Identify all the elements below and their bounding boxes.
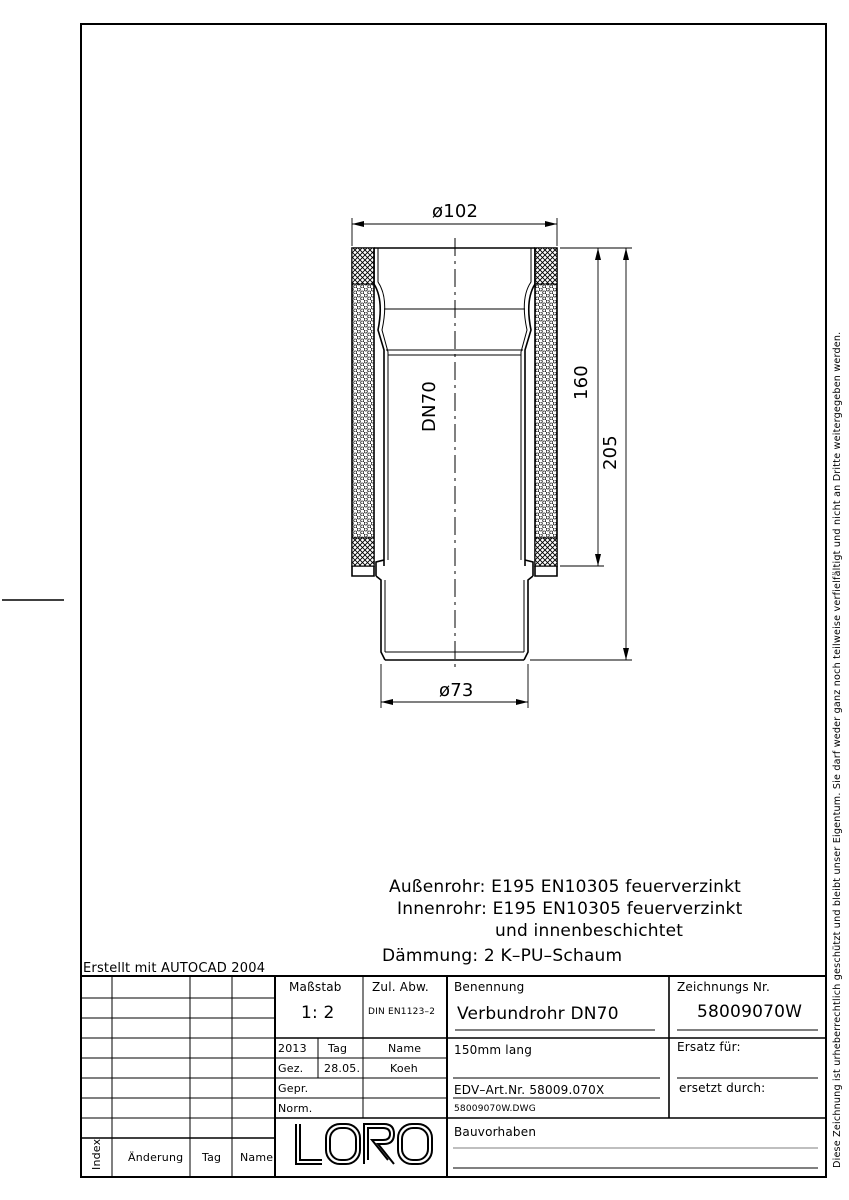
dwg-filename: 58009070W.DWG bbox=[454, 1104, 536, 1114]
dim-total-length: 205 bbox=[600, 435, 621, 470]
name-column-label: Name bbox=[388, 1042, 422, 1055]
dim-outer-diameter: ø102 bbox=[432, 201, 479, 222]
designation-label: Benennung bbox=[454, 980, 525, 994]
material-coating: und innenbeschichtet bbox=[495, 921, 684, 941]
dimensions bbox=[352, 218, 632, 708]
material-outer-pipe: Außenrohr: E195 EN10305 feuerverzinkt bbox=[389, 877, 741, 897]
length-note: 150mm lang bbox=[454, 1043, 533, 1057]
insulation-left bbox=[352, 248, 374, 566]
day-column-label: Tag bbox=[328, 1042, 348, 1055]
year: 2013 bbox=[278, 1042, 307, 1055]
drawing-number-value: 58009070W bbox=[697, 1002, 803, 1022]
tolerance-value: DIN EN1123–2 bbox=[368, 1007, 436, 1017]
replacement-for-label: Ersatz für: bbox=[677, 1040, 741, 1054]
drawing-number-label: Zeichnungs Nr. bbox=[677, 980, 771, 994]
insulation-right bbox=[535, 248, 557, 566]
checked-label: Gepr. bbox=[278, 1082, 309, 1095]
dim-socket-length: 160 bbox=[571, 365, 592, 400]
dim-spigot-diameter: ø73 bbox=[439, 680, 474, 701]
copyright-notice: Diese Zeichnung ist urheberrechtlich geschützt und bleibt unser Eigentum. Sie darf weder ganz noch teilweise verfielfältigt und nicht an Dritte weitergegeben werden. bbox=[832, 331, 843, 1168]
material-inner-pipe: Innenrohr: E195 EN10305 feuerverzinkt bbox=[397, 899, 743, 919]
revision-day-label: Tag bbox=[202, 1151, 222, 1164]
scale-label: Maßstab bbox=[289, 980, 342, 994]
revision-name-label: Name bbox=[240, 1151, 274, 1164]
drawn-label: Gez. bbox=[278, 1062, 304, 1075]
norm-label: Norm. bbox=[278, 1102, 313, 1115]
tolerance-label: Zul. Abw. bbox=[372, 980, 429, 994]
scale-value: 1: 2 bbox=[301, 1003, 335, 1023]
designation-value: Verbundrohr DN70 bbox=[457, 1004, 619, 1024]
loro-logo bbox=[296, 1124, 432, 1164]
drawn-by-name: Koeh bbox=[390, 1062, 418, 1075]
pipe-section bbox=[352, 238, 557, 672]
revision-change-label: Änderung bbox=[128, 1151, 184, 1164]
replaced-by-label: ersetzt durch: bbox=[679, 1081, 766, 1095]
edv-article-number: EDV–Art.Nr. 58009.070X bbox=[454, 1083, 605, 1097]
dn-label: DN70 bbox=[419, 380, 440, 432]
drawn-date: 28.05. bbox=[324, 1062, 361, 1075]
created-with-note: Erstellt mit AUTOCAD 2004 bbox=[83, 961, 266, 976]
revision-index-label: Index bbox=[90, 1138, 103, 1170]
material-insulation: Dämmung: 2 K–PU–Schaum bbox=[382, 946, 623, 966]
project-label: Bauvorhaben bbox=[454, 1125, 537, 1139]
